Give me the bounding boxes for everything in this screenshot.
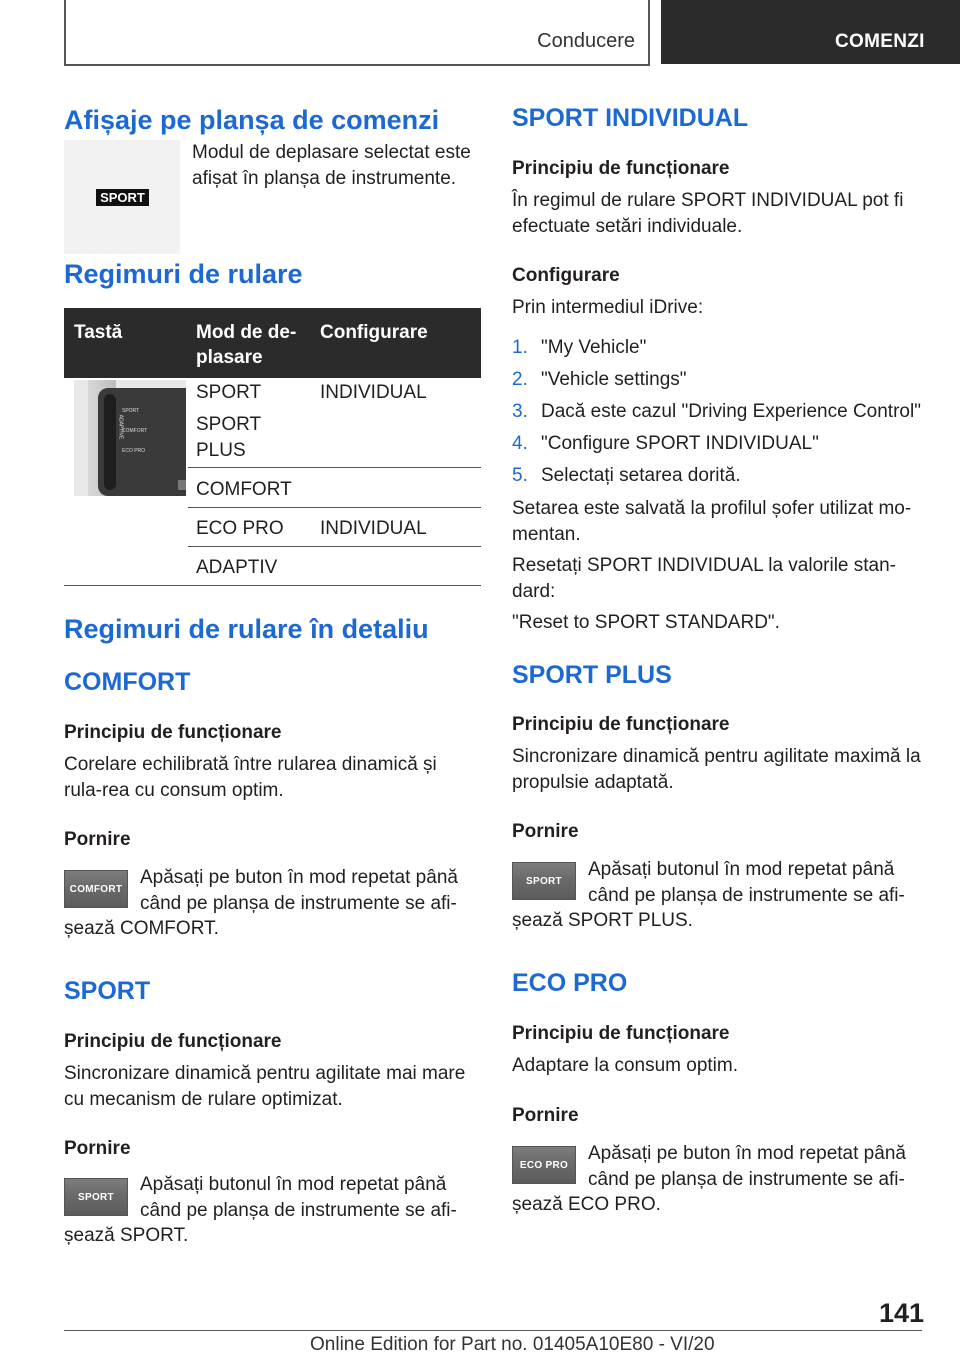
si-reset-cmd: "Reset to SPORT STANDARD".: [512, 612, 780, 633]
sportplus-start-line2: când pe planșa de instrumente se afi-: [588, 884, 905, 906]
sportplus-principle-title: Principiu de funcționare: [512, 714, 730, 735]
console-label-adaptive: ADAPTIVE: [117, 414, 124, 440]
comfort-start-line3: șează COMFORT.: [64, 918, 219, 939]
ecopro-start-line2: când pe planșa de instrumente se afi-: [588, 1168, 905, 1190]
si-saved-text: Setarea este salvată la profilul șofer utilizat mo-mentan.: [512, 498, 912, 545]
display-image: [64, 140, 180, 254]
header-tab: [661, 0, 960, 64]
sport-button-icon: [64, 1178, 128, 1216]
cell-mode-adaptiv: ADAPTIV: [196, 557, 278, 578]
display-text: Modul de deplasare selectat este afișat în planșa de instrumente.: [192, 142, 471, 189]
step-number: 3.: [512, 401, 528, 422]
console-label-ecopro: ECO PRO: [122, 448, 146, 454]
sportplus-start-line1: Apăsați butonul în mod repetat până: [588, 859, 895, 880]
cell-mode-sportplus: SPORT PLUS: [196, 414, 261, 461]
sportplus-start-title: Pornire: [512, 821, 579, 842]
sport-start-title: Pornire: [64, 1138, 131, 1159]
footer-edition: Online Edition for Part no. 01405A10E80 - VI/20: [310, 1334, 715, 1355]
display-sport-label: SPORT: [96, 189, 149, 206]
step-text: "My Vehicle": [541, 337, 647, 358]
sport-title: SPORT: [64, 977, 151, 1005]
ecopro-start-line1: Apăsați pe buton în mod repetat până: [588, 1143, 906, 1164]
sportplus-principle-text: Sincronizare dinamică pentru agilitate maximă la propulsie adaptată.: [512, 746, 921, 793]
th-config: Configurare: [320, 322, 428, 343]
title-detail: Regimuri de rulare în detaliu: [64, 614, 429, 644]
title-modes: Regimuri de rulare: [64, 259, 303, 289]
sport-start-line2: când pe planșa de instrumente se afi-: [140, 1199, 457, 1221]
sport-principle-text: Sincronizare dinamică pentru agilitate mai mare cu mecanism de rulare optimizat.: [64, 1063, 466, 1110]
step-text: "Vehicle settings": [541, 369, 687, 390]
sportplus-button-icon: [512, 862, 576, 900]
console-label-sport: SPORT: [122, 408, 140, 414]
cell-mode-comfort: COMFORT: [196, 479, 292, 500]
comfort-principle-title: Principiu de funcționare: [64, 722, 282, 743]
ecopro-principle-text: Adaptare la consum optim.: [512, 1055, 739, 1076]
step-number: 5.: [512, 465, 528, 486]
header-tab-label: COMENZI: [835, 31, 925, 52]
sport-start-line1: Apăsați butonul în mod repetat până: [140, 1174, 447, 1195]
step-text: Dacă este cazul "Driving Experience Control": [541, 401, 921, 422]
comfort-start-line1: Apăsați pe buton în mod repetat până: [140, 867, 458, 888]
sport-principle-title: Principiu de funcționare: [64, 1031, 282, 1052]
ecopro-button-label: ECO PRO: [519, 1159, 569, 1171]
comfort-principle-text: Corelare echilibrată între rularea dinamică și rula-rea cu consum optim.: [64, 754, 437, 801]
cell-mode-ecopro: ECO PRO: [196, 518, 284, 539]
th-mode: Mod de de-plasare: [196, 322, 297, 368]
comfort-button-label: COMFORT: [69, 883, 123, 895]
si-principle-title: Principiu de funcționare: [512, 158, 730, 179]
step-number: 1.: [512, 337, 528, 358]
table-header: [64, 308, 481, 378]
comfort-title: COMFORT: [64, 668, 191, 696]
header-section: Conducere: [537, 30, 635, 52]
page-number: 141: [878, 1298, 924, 1328]
console-image: [74, 380, 186, 496]
si-config-title: Configurare: [512, 265, 620, 286]
cell-config-ecopro: INDIVIDUAL: [320, 518, 427, 539]
title-display: Afișaje pe planșa de comenzi: [64, 105, 440, 135]
console-label-comfort: COMFORT: [122, 428, 148, 434]
sportplus-button-label: SPORT: [526, 875, 562, 887]
sportplus-title: SPORT PLUS: [512, 661, 672, 689]
sportplus-start-line3: șează SPORT PLUS.: [512, 910, 693, 931]
comfort-start-line2: când pe planșa de instrumente se afi-: [140, 892, 457, 914]
comfort-button-icon: [64, 870, 128, 908]
footer-divider: [64, 1330, 922, 1331]
sport-start-line3: șează SPORT.: [64, 1225, 189, 1246]
th-key: Tastă: [74, 322, 123, 343]
ecopro-button-icon: [512, 1146, 576, 1184]
step-text: "Configure SPORT INDIVIDUAL": [541, 433, 819, 454]
sport-button-label: SPORT: [78, 1191, 114, 1203]
ecopro-title: ECO PRO: [512, 969, 628, 997]
ecopro-start-title: Pornire: [512, 1105, 579, 1126]
si-reset-text: Resetați SPORT INDIVIDUAL la valorile stan-dard:: [512, 555, 897, 602]
ecopro-principle-title: Principiu de funcționare: [512, 1023, 730, 1044]
cell-config-sport: INDIVIDUAL: [320, 382, 427, 403]
comfort-start-title: Pornire: [64, 829, 131, 850]
si-config-intro: Prin intermediul iDrive:: [512, 297, 704, 318]
ecopro-start-line3: șează ECO PRO.: [512, 1194, 661, 1215]
si-principle-text: În regimul de rulare SPORT INDIVIDUAL pot fi efectuate setări individuale.: [512, 190, 904, 237]
step-number: 2.: [512, 369, 528, 390]
cell-mode-sport: SPORT: [196, 382, 262, 403]
si-steps-list: [512, 335, 932, 495]
step-text: Selectați setarea dorită.: [541, 465, 741, 486]
step-number: 4.: [512, 433, 528, 454]
si-title: SPORT INDIVIDUAL: [512, 104, 749, 132]
